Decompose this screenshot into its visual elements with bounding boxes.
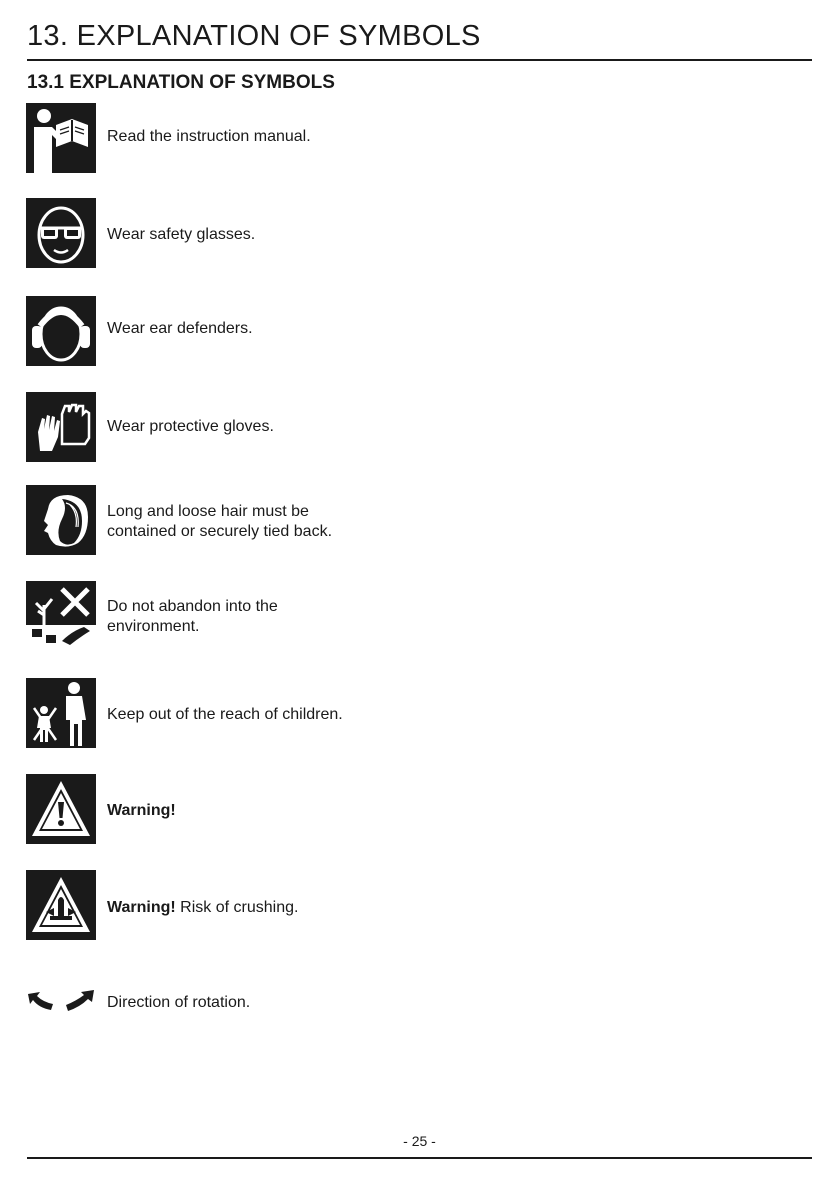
no-abandon-environment-icon: [26, 581, 96, 651]
title-divider: [27, 59, 812, 61]
page-number: - 25 -: [403, 1133, 436, 1149]
symbol-label: Do not abandon into the environment.: [107, 598, 278, 635]
symbol-row-crushing: [26, 870, 726, 942]
ear-defenders-icon: [26, 296, 96, 366]
symbol-label: Wear protective gloves.: [107, 418, 274, 435]
symbol-row-long-hair: [26, 485, 726, 557]
safety-glasses-icon: [26, 198, 96, 268]
symbol-label: Keep out of the reach of children.: [107, 706, 343, 723]
long-hair-icon: [26, 485, 96, 555]
symbol-row-read-manual: [26, 103, 726, 175]
symbol-label: Warning!: [107, 802, 176, 819]
symbol-label: Long and loose hair must be contained or securely tied back.: [107, 503, 333, 540]
symbol-row-environment: [26, 581, 726, 653]
symbol-row-rotation: [26, 980, 726, 1052]
symbol-row-warning: [26, 774, 726, 846]
symbol-row-protective-gloves: [26, 392, 726, 464]
symbol-label: Wear ear defenders.: [107, 320, 253, 337]
symbol-label: Wear safety glasses.: [107, 226, 256, 243]
symbol-row-safety-glasses: [26, 198, 726, 270]
page-title: 13. EXPLANATION OF SYMBOLS: [27, 20, 481, 52]
warning-icon: [26, 774, 96, 844]
symbol-row-children: [26, 678, 726, 750]
crushing-warning-icon: [26, 870, 96, 940]
read-manual-icon: [26, 103, 96, 173]
symbol-label: Read the instruction manual.: [107, 128, 311, 145]
symbol-row-ear-defenders: [26, 296, 726, 368]
protective-gloves-icon: [26, 392, 96, 462]
keep-away-children-icon: [26, 678, 96, 748]
section-heading: 13.1 EXPLANATION OF SYMBOLS: [27, 72, 335, 93]
symbol-label: Warning! Risk of crushing.: [107, 899, 299, 916]
symbol-label: Direction of rotation.: [107, 994, 251, 1011]
rotation-direction-icon: [26, 980, 96, 1050]
footer-divider: [27, 1157, 812, 1159]
